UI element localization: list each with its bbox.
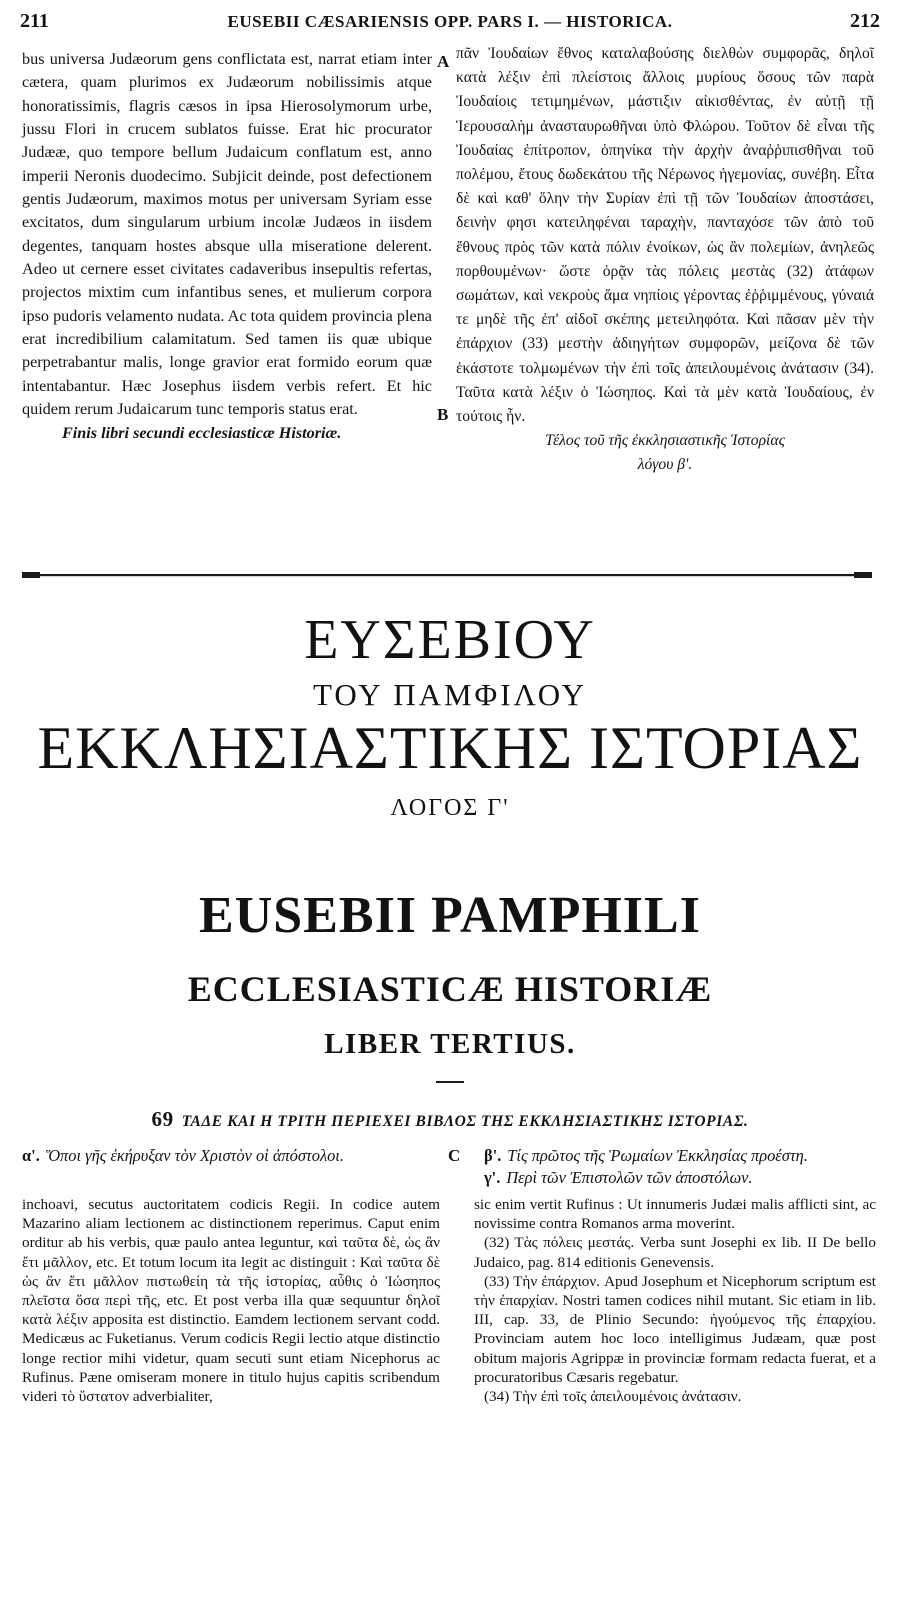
note-paragraph: sic enim vertit Rufinus : Ut innumeris Judæi malis afflicti sint, ac novissime contra Romanos arma moverint. — [474, 1196, 876, 1233]
notes-column-right — [474, 1195, 876, 1406]
title-greek-book: ΛΟΓΟΣ Γ' — [390, 795, 510, 821]
notes-column-left — [22, 1195, 440, 1406]
latin-paragraph: bus universa Judæorum gens conflictata est, narrat etiam inter cætera, quam plurimos ex Judæorum nobilissimis atque honoratissimis, flagris cæsos in ipsa Hierosolymorum urbe, jussu Flori in crucem sublatos fuisse. Erat hic procurator Judææ, quo tempore bellum Judaicum conflatum est, anno imperii Neronis duodecimo. Subjicit deinde, post defectionem gentis Judæorum, maximos motus per universam Syriam esse excitatos, dum singularum urbium incolæ Judæos in iisdem degentes, tanquam hostes absque ulla miseratione delerent. Adeo ut cernere esset civitates cadaveribus insepultis refertas, projectos mixtim cum infantibus senes, et mulierum corpora ipso pudoris velamento nudata. Ac tota quidem provincia plena erat incredibilium calamitatum. Sed tamen iis quæ ubique perpetrabantur malis, longe gravior erat formido eorum quæ intentabantur. Hæc Josephus iisdem verbis refert. Et hic quidem rerum Judaicarum tunc temporis status erat. — [22, 50, 432, 419]
chapter-item — [484, 1145, 874, 1167]
chapter-marker: β'. — [484, 1146, 502, 1165]
greek-end-note-line1: Τέλος τοῦ τῆς ἐκκλησιαστικῆς Ἱστορίας — [545, 432, 785, 450]
title-latin-book: LIBER TERTIUS. — [324, 1028, 576, 1060]
short-rule — [436, 1081, 464, 1083]
title-greek-epithet: ΤΟΥ ΠΑΜΦΙΛΟΥ — [313, 677, 587, 712]
chapter-item — [484, 1167, 874, 1189]
chapter-item — [22, 1145, 442, 1167]
chapter-marker: α'. — [22, 1146, 40, 1165]
title-greek-work: ΕΚΚΛΗΣΙΑΣΤΙΚΗΣ ΙΣΤΟΡΙΑΣ — [37, 715, 863, 781]
title-latin-work: ECCLESIASTICÆ HISTORIÆ — [187, 969, 713, 1009]
page-number-left: 211 — [20, 10, 49, 32]
chapter-marker: γ'. — [484, 1168, 501, 1187]
note-32: (32) Τὰς πόλεις μεστάς. Verba sunt Josephi ex lib. II De bello Judaico, pag. 814 editionis Genevensis. — [474, 1234, 876, 1271]
note-paragraph: inchoavi, secutus auctoritatem codicis Regii. In codice autem Mazarino aliam lectionem ac distinctionem reperimus. Caput enim orditur ab his verbis, quæ paulo antea leguntur, καὶ ταῦτα δὲ, ὡς ἂν ἔτι μᾶλλον, etc. Et totum locum ita legit ac distinguit : Καὶ ταῦτα δὲ ὡς ἂν ἔτι μᾶλλον πιστωθείη τὰ τῆς ἱστορίας, αὖθις ὁ Ἰώσηπος πλεῖστα ὅσα περὶ τῆς, etc. Et post verba illa quæ sequuntur δηλοῖ κατὰ λέξιν apposita est distinctio. Eamdem lectionem servant codd. Medicæus ac Fuketianus. Verum codicis Regii lectio atque distinctio longe rectior mihi videtur, quam secuti sunt etiam Nicephorus ac Rufinus. Pæne omiseram monere in titulo hujus capitis scribendum videri τὸ ὕστατον adverbialiter, — [22, 1196, 440, 1406]
greek-end-note-line2: λόγου β'. — [637, 456, 693, 474]
chapter-title: Περὶ τῶν Ἐπιστολῶν τῶν ἀποστόλων. — [506, 1168, 753, 1187]
margin-letter-b: B — [437, 405, 449, 424]
contents-heading-text: ΤΑΔΕ ΚΑΙ Η ΤΡΙΤΗ ΠΕΡΙΕΧΕΙ ΒΙΒΛΟΣ ΤΗΣ ΕΚΚΛΗΣΙΑΣΤΙΚΗΣ ΙΣΤΟΡΙΑΣ. — [181, 1113, 749, 1130]
chapter-list-right — [484, 1145, 874, 1189]
greek-paragraph: πᾶν Ἰουδαίων ἔθνος καταλαβούσης διελθὼν συμφορᾶς, δηλοῖ κατὰ λέξιν ἐπὶ πλείστοις ἄλλοις μυρίους ὅσους τῶν παρὰ Ἰουδαίοις τετιμημένων, μάστιξιν αἰκισθέντας, ἐν αὐτῇ τῇ Ἱερουσαλὴμ ἀνασταυρωθῆναι ὑπὸ Φλώρου. Τοῦτον δὲ εἶναι τῆς Ἰουδαίας ἐπίτροπον, ὁπηνίκα τὴν ἀρχὴν ἀναῤῥιπισθῆναι τοῦ πολέμου, ἔτους δωδεκάτου τῆς Νέρωνος ἡγεμονίας, συνέβη. Εἶτα δὲ καὶ καθ' ὅλην τὴν Συρίαν ἐπὶ τῇ τῶν Ἰουδαίων ἀποστάσει, δεινὴν φησι κατειληφέναι ταραχὴν, πανταχόσε τῶν ἀπὸ τοῦ ἔθνους πρὸς τῶν κατὰ πόλιν ἐνοίκων, ὡς ἂν πολεμίων, ἀνηλεῶς πορθουμένων· ὥστε ὁρᾷν τὰς πόλεις μεστὰς (32) ἀτάφων σωμάτων, καὶ νεκροὺς ἅμα νηπίοις γέροντας ἐῤῥιμμένους, γύναιά τε μηδὲ τῆς ἐπ' αἰδοῖ σκέπης μετειληφότα. Καὶ πᾶσαν μὲν τὴν ἐπάρχιον (33) μεστὴν ἀδιηγήτων συμφορῶν, μείζονα δὲ τῶν ἑκάστοτε τολμωμένων τὴν ἐπὶ τοῖς ἀπειλουμένοις ἀνάτασιν (34). Ταῦτα κατὰ λέξιν ὁ Ἰώσηπος. Καὶ τὰ μὲν κατὰ Ἰουδαίους, ἐν τούτοις ἦν. — [456, 45, 874, 426]
note-34: (34) Τὴν ἐπὶ τοῖς ἀπειλουμένοις ἀνάτασιν. — [484, 1388, 742, 1406]
column-number: 69 — [151, 1107, 174, 1131]
running-head — [20, 10, 880, 36]
chapter-title: Ὅποι γῆς ἐκήρυξαν τὸν Χριστὸν οἱ ἀπόστολοι. — [45, 1146, 344, 1165]
margin-letter-a: A — [437, 52, 450, 71]
title-greek-author: ΕΥΣΕΒΙΟΥ — [304, 609, 596, 671]
title-latin-author: EUSEBII PAMPHILI — [199, 887, 701, 944]
ornamental-rule — [22, 571, 872, 579]
contents-heading — [0, 1107, 900, 1132]
latin-column-top — [22, 48, 432, 445]
greek-column-top — [456, 42, 874, 478]
chapter-list-left — [22, 1145, 442, 1167]
note-33: (33) Τὴν ἐπάρχιον. Apud Josephum et Nicephorum scriptum est τὴν ἐπαρχίαν. Nostri tamen codices nihil mutant. Sic etiam in lib. III, cap. 33, de Plinio Secundo: ἡγούμενος τῆς ἐπαρχίου. Provinciam autem hoc loco intelligimus Judæam, quæ post obitum majoris Agrippæ in provinciæ formam redacta fuerat, et a procuratoribus Cæsaris regebatur. — [474, 1272, 876, 1386]
page-number-right: 212 — [850, 10, 880, 32]
margin-letter-c: C — [448, 1146, 461, 1165]
chapter-title: Τίς πρῶτος τῆς Ῥωμαίων Ἐκκλησίας προέστη. — [507, 1146, 808, 1165]
running-title: EUSEBII CÆSARIENSIS OPP. PARS I. — HISTORICA. — [227, 12, 673, 31]
latin-end-note: Finis libri secundi ecclesiasticæ Historiæ. — [62, 423, 342, 442]
